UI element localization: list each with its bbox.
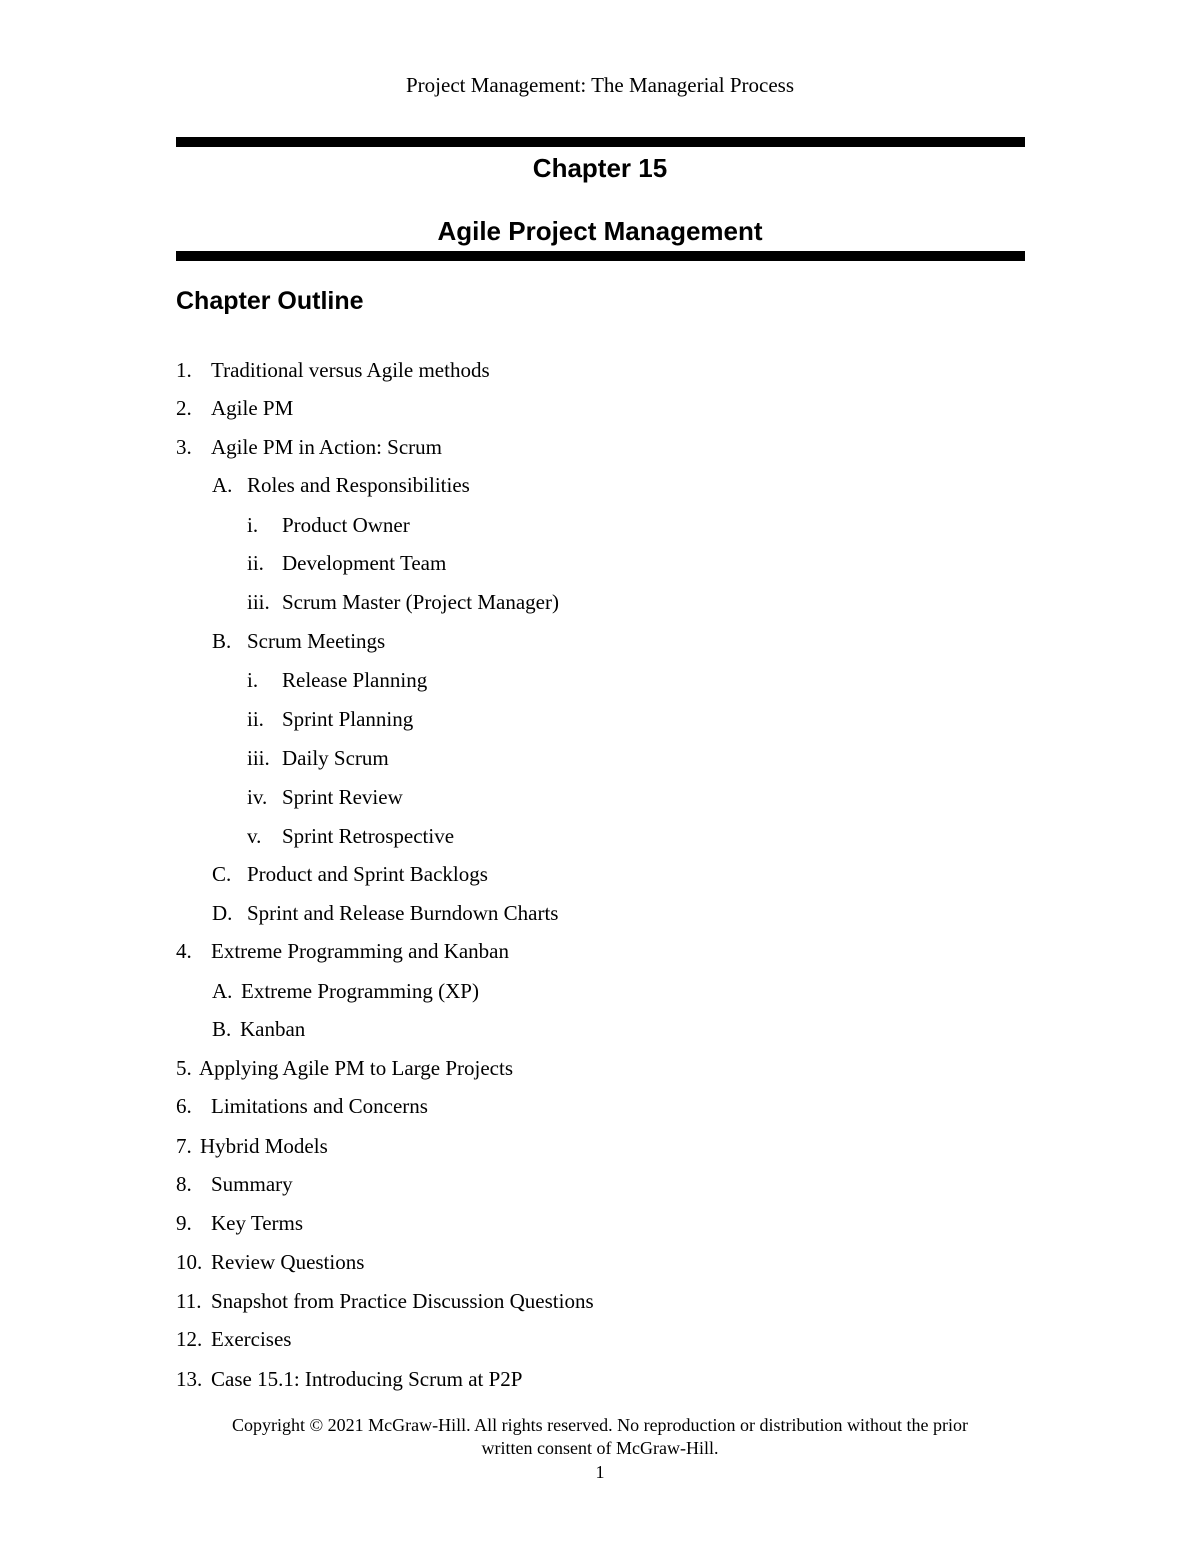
outline-item-label: Agile PM: [211, 396, 294, 420]
outline-item-label: Extreme Programming and Kanban: [211, 939, 509, 963]
outline-item-number: 6.: [176, 1094, 192, 1118]
outline-subsubitem-numeral: i.: [247, 668, 259, 692]
outline-item-number: 10.: [176, 1250, 203, 1274]
outline-subitem-label: Kanban: [240, 1017, 306, 1041]
outline-subsubitem-label: Scrum Master (Project Manager): [282, 590, 559, 614]
outline-item-number: 11.: [176, 1289, 202, 1313]
outline-item-label: Review Questions: [211, 1250, 365, 1274]
copyright-line: Copyright © 2021 McGraw-Hill. All rights reserved. No reproduction or distribution without the prior: [231, 1415, 969, 1435]
outline-subsubitem-numeral: i.: [247, 513, 259, 537]
outline-subitem-letter: B.: [212, 1017, 232, 1041]
outline-subitem-label: Roles and Responsibilities: [247, 473, 470, 497]
outline-item-label: Case 15.1: Introducing Scrum at P2P: [211, 1367, 523, 1391]
outline-item-number: 5.: [176, 1056, 192, 1080]
outline-subsubitem-numeral: ii.: [247, 551, 264, 575]
outline-item-number: 8.: [176, 1172, 192, 1196]
outline-subitem-label: Product and Sprint Backlogs: [247, 862, 488, 886]
outline-item-number: 4.: [176, 939, 192, 963]
outline-subsubitem-label: Sprint Review: [282, 785, 403, 809]
outline-subsubitem-label: Product Owner: [282, 513, 410, 537]
outline-subsubitem-numeral: ii.: [247, 707, 264, 731]
outline-subsubitem-label: Development Team: [282, 551, 447, 575]
outline-subitem-letter: A.: [212, 979, 233, 1003]
running-header: Project Management: The Managerial Process: [406, 73, 794, 97]
outline-item-number: 12.: [176, 1327, 203, 1351]
outline-subitem-letter: D.: [212, 901, 233, 925]
outline-subitem-label: Sprint and Release Burndown Charts: [247, 901, 559, 925]
page-number: 1: [595, 1462, 605, 1482]
outline-subsubitem-label: Sprint Planning: [282, 707, 414, 731]
chapter-number: Chapter 15: [532, 153, 668, 183]
outline-item-label: Exercises: [211, 1327, 292, 1351]
outline-item-label: Snapshot from Practice Discussion Questions: [211, 1289, 594, 1313]
outline-subsubitem-label: Release Planning: [282, 668, 428, 692]
outline-item-label: Limitations and Concerns: [211, 1094, 428, 1118]
outline-subsubitem-label: Sprint Retrospective: [282, 824, 455, 848]
outline-item-label: Agile PM in Action: Scrum: [211, 435, 442, 459]
copyright-line-continued: written consent of McGraw-Hill.: [481, 1438, 719, 1458]
outline-item-label: Summary: [211, 1172, 293, 1196]
outline-subitem-letter: A.: [212, 473, 233, 497]
outline-item-label: Key Terms: [211, 1211, 304, 1235]
outline-subitem-label: Extreme Programming (XP): [241, 979, 479, 1003]
outline-item-number: 7.: [176, 1134, 192, 1158]
outline-item-number: 3.: [176, 435, 192, 459]
outline-heading: Chapter Outline: [176, 287, 364, 315]
chapter-title: Agile Project Management: [437, 216, 763, 246]
outline-item-number: 9.: [176, 1211, 192, 1235]
outline-subsubitem-numeral: iii.: [247, 590, 270, 614]
outline-subsubitem-numeral: iv.: [247, 785, 268, 809]
outline-subsubitem-numeral: v.: [247, 824, 262, 848]
outline-subsubitem-numeral: iii.: [247, 746, 270, 770]
outline-item-number: 1.: [176, 358, 192, 382]
outline-item-label: Traditional versus Agile methods: [211, 358, 490, 382]
outline-item-label: Hybrid Models: [200, 1134, 328, 1158]
outline-item-label: Applying Agile PM to Large Projects: [199, 1056, 514, 1080]
outline-subitem-label: Scrum Meetings: [247, 629, 386, 653]
outline-item-number: 13.: [176, 1367, 203, 1391]
outline-subsubitem-label: Daily Scrum: [282, 746, 389, 770]
outline-subitem-letter: B.: [212, 629, 232, 653]
outline-item-number: 2.: [176, 396, 192, 420]
outline-subitem-letter: C.: [212, 862, 232, 886]
copyright-footer: [0, 1414, 1200, 1460]
